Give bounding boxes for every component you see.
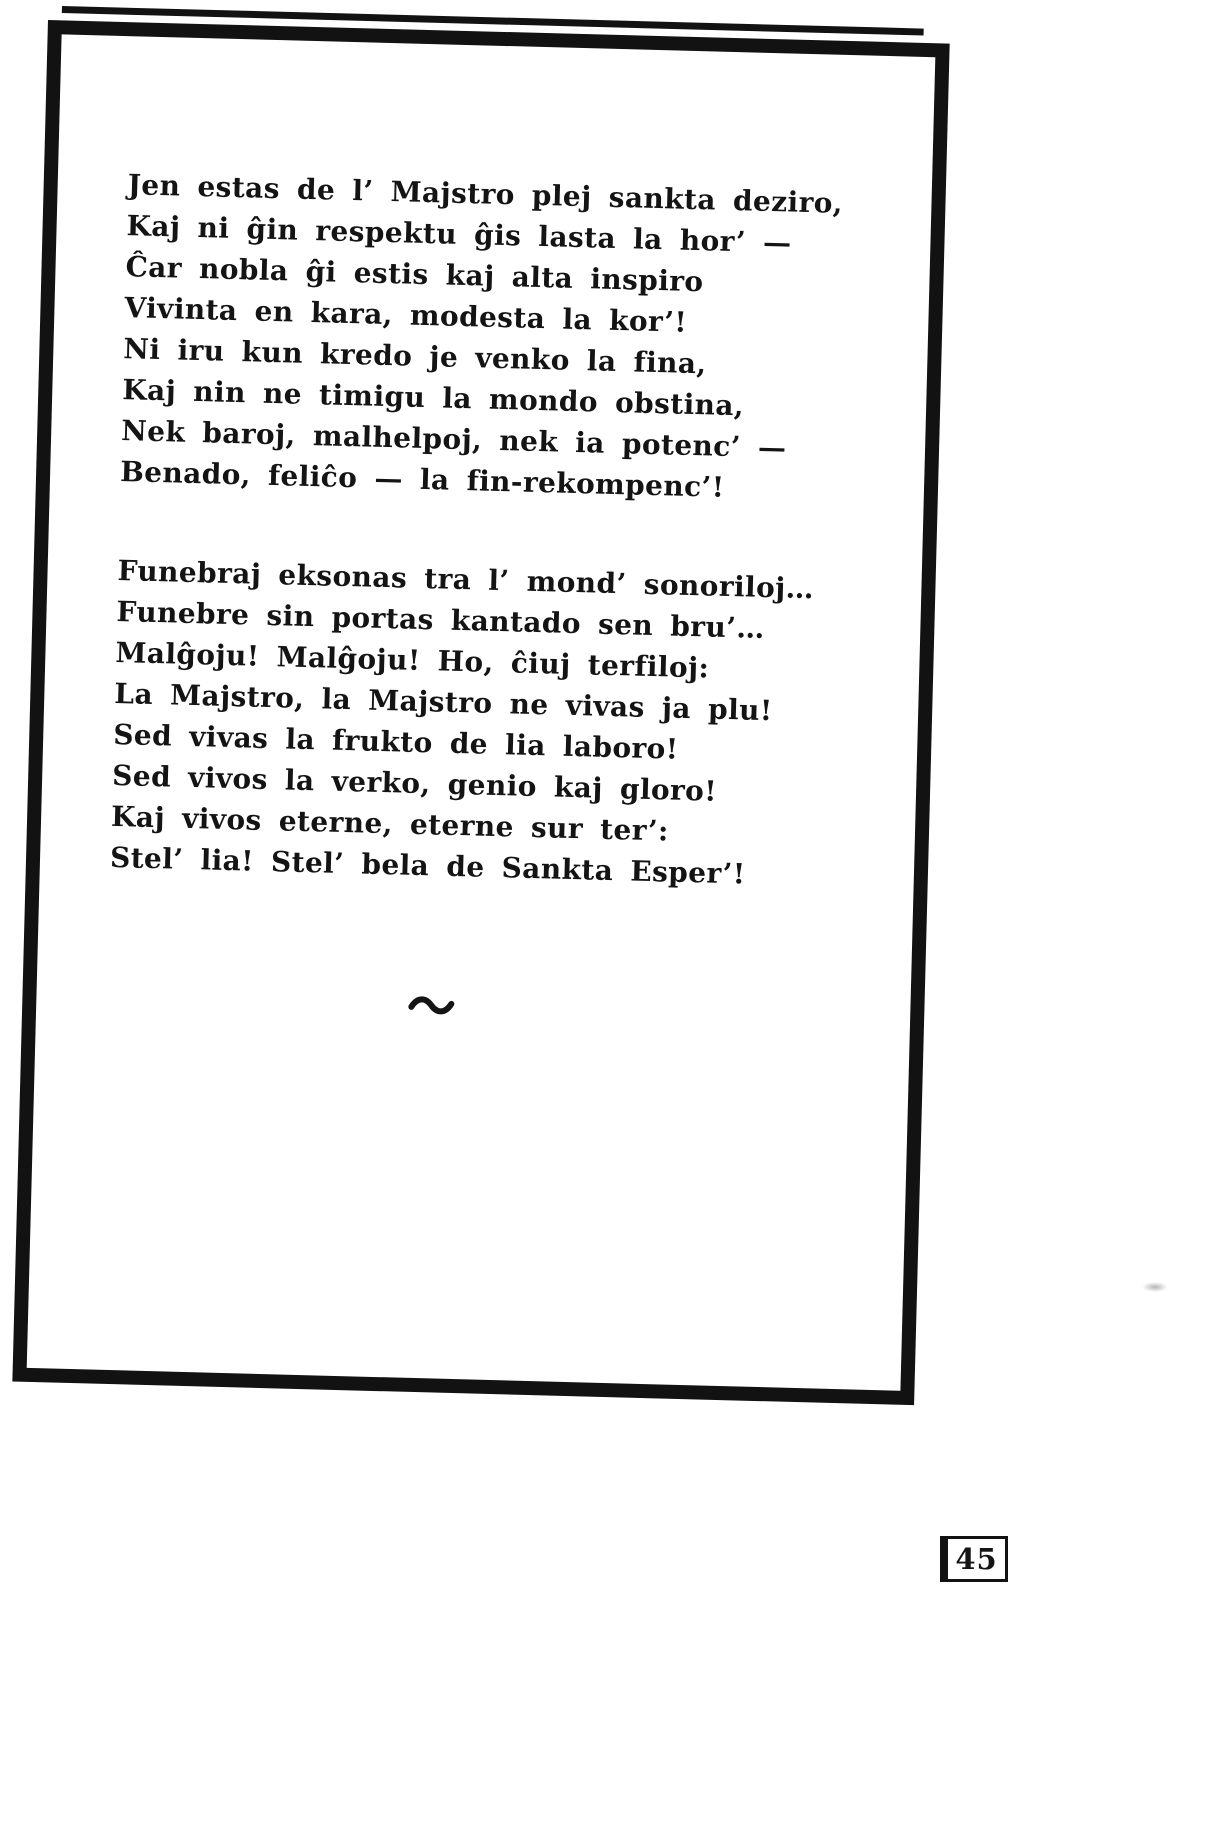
page-number-box xyxy=(940,1536,1008,1582)
poem-line: Nek baroj, malhelpoj, nek ia potenc’ — xyxy=(120,414,787,465)
poem-line: Jen estas de l’ Majstro plej sankta deziro, xyxy=(127,168,844,220)
poem-line: Ni iru kun kredo je venko la fina, xyxy=(122,332,707,381)
poem-line: Ĉar nobla ĝi estis kaj alta inspiro xyxy=(125,250,704,299)
poem-line: Vivinta en kara, modesta la kor’! xyxy=(124,291,688,339)
poem-stanza-2 xyxy=(110,550,888,898)
poem-line: Kaj nin ne timigu la mondo obstina, xyxy=(121,373,745,423)
poem-line: La Majstro, la Majstro ne vivas ja plu! xyxy=(113,676,773,728)
page-frame xyxy=(12,20,949,1405)
poem-text xyxy=(110,164,898,898)
poem-line: Stel’ lia! Stel’ bela de Sankta Esper’! xyxy=(109,840,746,891)
poem-line: Kaj vivos eterne, eterne sur ter’: xyxy=(110,799,670,848)
scan-speckle xyxy=(1142,1282,1168,1292)
poem-line: Kaj ni ĝin respektu ĝis lasta la hor’ — xyxy=(126,209,792,260)
squiggle-divider-icon xyxy=(408,994,455,1017)
poem-line: Funebre sin portas kantado sen bru’… xyxy=(116,595,766,645)
poem-stanza-1 xyxy=(120,164,898,512)
poem-line: Sed vivos la verko, genio kaj gloro! xyxy=(111,758,718,808)
poem-line: Sed vivas la frukto de lia laboro! xyxy=(112,717,679,766)
poem-line: Funebraj eksonas tra l’ mond’ sonoriloj… xyxy=(117,554,815,606)
poem-line: Malĝoju! Malĝoju! Ho, ĉiuj terfiloj: xyxy=(115,635,710,685)
page-number: 45 xyxy=(955,1542,998,1576)
poem-line: Benado, feliĉo — la fin-rekompenc’! xyxy=(119,455,725,504)
